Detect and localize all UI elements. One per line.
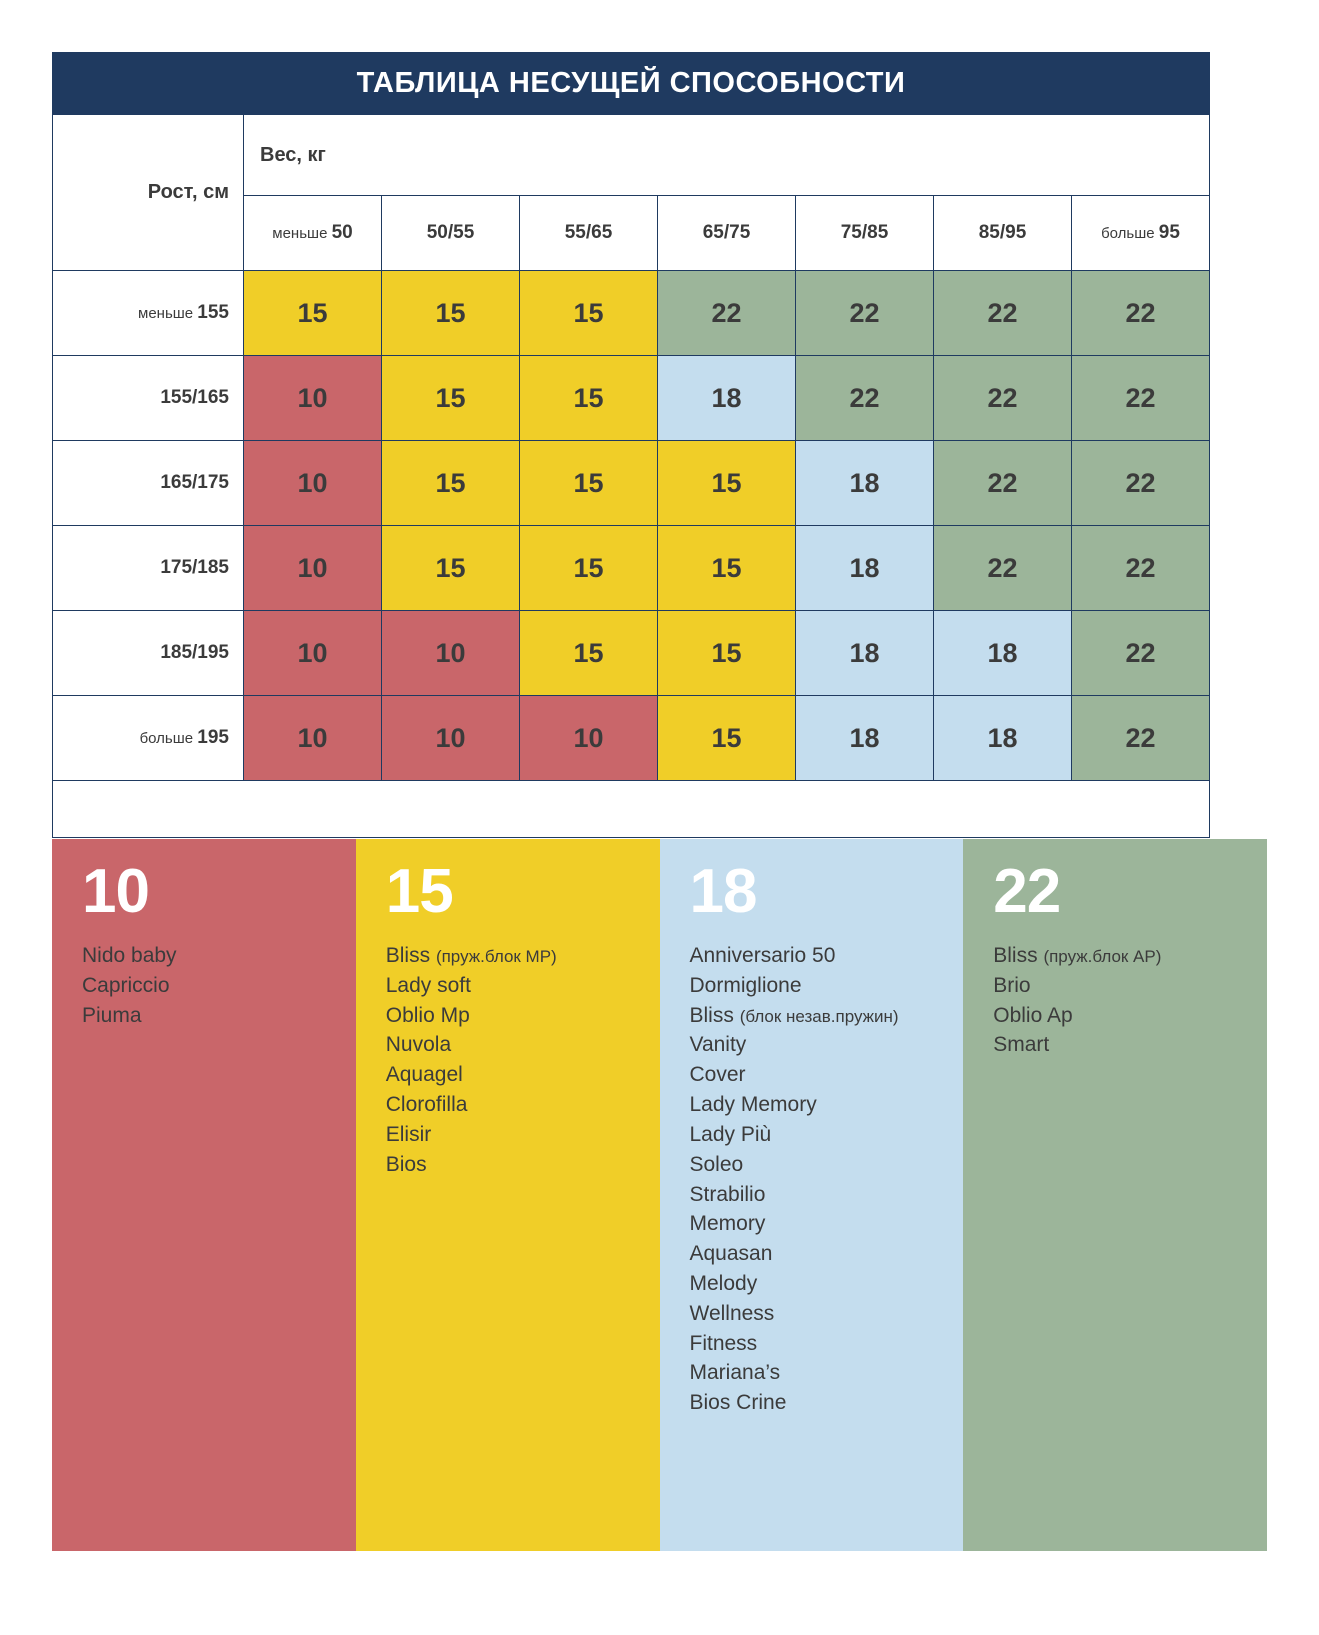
legend-item <box>690 1150 964 1180</box>
legend-item <box>993 1001 1267 1031</box>
legend-item-name: Memory <box>689 1212 766 1236</box>
load-capacity-sheet <box>52 52 1267 1551</box>
legend-item <box>386 1060 660 1090</box>
legend-item-name: Lady Più <box>689 1122 772 1146</box>
page-title-bar <box>52 52 1210 114</box>
legend-item <box>386 1150 660 1180</box>
capacity-cell: 10 <box>244 441 382 526</box>
table-spacer-row <box>53 781 1210 838</box>
capacity-cell: 15 <box>382 356 520 441</box>
table-row <box>53 526 1210 611</box>
capacity-cell: 15 <box>382 526 520 611</box>
capacity-cell: 22 <box>934 271 1072 356</box>
capacity-cell: 22 <box>796 356 934 441</box>
legend-item-name: Nuvola <box>385 1033 452 1057</box>
capacity-cell: 22 <box>1072 696 1210 781</box>
legend <box>52 838 1267 1551</box>
legend-item <box>690 1269 964 1299</box>
legend-item-name: Bios Crine <box>689 1391 787 1415</box>
capacity-cell: 10 <box>244 526 382 611</box>
weight-column-value: 95 <box>1158 222 1180 243</box>
height-row-value: 165/175 <box>160 472 229 493</box>
capacity-cell: 22 <box>934 441 1072 526</box>
legend-item <box>993 1030 1267 1060</box>
capacity-cell: 15 <box>520 356 658 441</box>
weight-column-header <box>244 196 382 271</box>
capacity-cell: 15 <box>520 611 658 696</box>
legend-item <box>386 1090 660 1120</box>
capacity-cell: 15 <box>658 611 796 696</box>
legend-item-name: Bliss <box>689 1003 740 1027</box>
legend-item <box>690 1388 964 1418</box>
capacity-cell: 10 <box>244 696 382 781</box>
weight-column-header <box>934 196 1072 271</box>
legend-item-name: Fitness <box>689 1331 758 1355</box>
weight-column-header <box>1072 196 1210 271</box>
legend-item <box>993 971 1267 1001</box>
legend-item <box>690 1358 964 1388</box>
page-title: ТАБЛИЦА НЕСУЩЕЙ СПОСОБНОСТИ <box>356 66 906 99</box>
height-row-value: 155/165 <box>160 387 229 408</box>
weight-column-value: 50/55 <box>426 222 475 243</box>
legend-item-name: Dormiglione <box>689 973 802 997</box>
legend-item <box>690 1239 964 1269</box>
legend-item-name: Mariana’s <box>689 1361 781 1385</box>
table-spacer-cell <box>53 781 1210 838</box>
capacity-cell: 22 <box>934 526 1072 611</box>
height-row-value: 155 <box>197 302 229 323</box>
capacity-cell: 22 <box>658 271 796 356</box>
capacity-cell: 18 <box>934 696 1072 781</box>
legend-item <box>690 1120 964 1150</box>
legend-item <box>690 1030 964 1060</box>
legend-item-name: Brio <box>993 973 1031 997</box>
legend-item-name: Cover <box>689 1063 746 1087</box>
capacity-cell: 15 <box>382 271 520 356</box>
legend-item-name: Wellness <box>689 1301 775 1325</box>
capacity-cell: 15 <box>658 526 796 611</box>
capacity-cell: 10 <box>520 696 658 781</box>
legend-item-name: Lady soft <box>385 973 471 997</box>
weight-column-header <box>658 196 796 271</box>
capacity-cell: 22 <box>1072 526 1210 611</box>
legend-item <box>82 941 356 971</box>
capacity-cell: 22 <box>1072 611 1210 696</box>
weight-column-value: 75/85 <box>840 222 889 243</box>
legend-item-name: Smart <box>993 1033 1050 1057</box>
height-row-prefix: меньше <box>138 305 198 322</box>
table-row <box>53 271 1210 356</box>
height-row-prefix: больше <box>139 730 198 747</box>
height-row-header <box>53 441 244 526</box>
legend-item-note: (пруж.блок AP) <box>1043 947 1162 966</box>
capacity-cell: 18 <box>934 611 1072 696</box>
capacity-cell: 15 <box>520 526 658 611</box>
legend-item <box>690 1329 964 1359</box>
legend-item <box>690 1209 964 1239</box>
height-row-value: 195 <box>197 727 229 748</box>
capacity-cell: 15 <box>520 441 658 526</box>
capacity-cell: 10 <box>244 356 382 441</box>
capacity-cell: 15 <box>382 441 520 526</box>
legend-item-name: Bliss <box>385 944 436 967</box>
legend-number: 22 <box>993 857 1061 926</box>
legend-item-name: Lady Memory <box>689 1093 817 1117</box>
legend-item-name: Aquagel <box>385 1063 463 1087</box>
capacity-cell: 15 <box>658 441 796 526</box>
table-row <box>53 696 1210 781</box>
height-row-value: 185/195 <box>160 642 229 663</box>
capacity-cell: 10 <box>382 696 520 781</box>
legend-column-18 <box>660 839 964 1551</box>
table-row <box>53 441 1210 526</box>
legend-item-name: Capriccio <box>82 973 170 997</box>
weight-header: Вес, кг <box>244 115 1210 196</box>
legend-column-10 <box>52 839 356 1551</box>
capacity-cell: 15 <box>520 271 658 356</box>
capacity-cell: 18 <box>796 441 934 526</box>
capacity-cell: 18 <box>796 696 934 781</box>
load-capacity-table <box>52 114 1210 838</box>
height-header: Рост, см <box>53 115 244 271</box>
legend-item <box>386 1120 660 1150</box>
table-row <box>53 611 1210 696</box>
height-row-value: 175/185 <box>160 557 229 578</box>
legend-item-name: Oblio Ap <box>993 1003 1073 1027</box>
height-row-header <box>53 356 244 441</box>
legend-item <box>690 1090 964 1120</box>
legend-item <box>386 941 660 971</box>
legend-item <box>386 1001 660 1031</box>
weight-column-prefix: больше <box>1101 225 1159 242</box>
legend-item <box>386 1030 660 1060</box>
legend-item <box>690 1299 964 1329</box>
legend-item-name: Melody <box>689 1271 758 1295</box>
capacity-cell: 10 <box>244 611 382 696</box>
capacity-cell: 22 <box>1072 356 1210 441</box>
legend-item <box>82 1001 356 1031</box>
capacity-cell: 18 <box>796 611 934 696</box>
legend-item-name: Bios <box>385 1152 427 1176</box>
legend-item-name: Nido baby <box>82 944 177 967</box>
capacity-cell: 22 <box>934 356 1072 441</box>
legend-item-note: (блок незав.пружин) <box>739 1006 899 1026</box>
legend-item-name: Elisir <box>385 1122 432 1146</box>
capacity-cell: 15 <box>658 696 796 781</box>
capacity-cell: 22 <box>1072 441 1210 526</box>
capacity-cell: 10 <box>382 611 520 696</box>
legend-item <box>82 971 356 1001</box>
capacity-cell: 22 <box>796 271 934 356</box>
legend-item-note: (пруж.блок MP) <box>435 947 557 966</box>
weight-column-value: 55/65 <box>564 222 613 243</box>
capacity-cell: 15 <box>244 271 382 356</box>
capacity-cell: 18 <box>658 356 796 441</box>
legend-column-22 <box>963 839 1267 1551</box>
legend-item-name: Soleo <box>689 1152 744 1176</box>
legend-number: 18 <box>689 857 757 926</box>
legend-item <box>690 1060 964 1090</box>
weight-column-value: 85/95 <box>978 222 1027 243</box>
legend-item-name: Piuma <box>82 1003 142 1027</box>
legend-item <box>993 941 1267 971</box>
legend-item-name: Oblio Mp <box>385 1003 470 1027</box>
legend-item <box>690 941 964 971</box>
legend-number: 15 <box>385 857 453 926</box>
legend-number: 10 <box>82 857 149 926</box>
legend-item-name: Vanity <box>689 1033 747 1057</box>
capacity-cell: 22 <box>1072 271 1210 356</box>
legend-item-name: Bliss <box>993 944 1044 967</box>
legend-item <box>386 971 660 1001</box>
capacity-cell: 18 <box>796 526 934 611</box>
height-row-header <box>53 526 244 611</box>
legend-column-15 <box>356 839 660 1551</box>
weight-column-header <box>520 196 658 271</box>
legend-item <box>690 1180 964 1210</box>
height-row-header <box>53 271 244 356</box>
legend-item-name: Strabilio <box>689 1182 766 1206</box>
weight-column-header <box>796 196 934 271</box>
weight-column-header <box>382 196 520 271</box>
legend-item-name: Aquasan <box>689 1242 773 1266</box>
weight-column-value: 50 <box>331 222 353 243</box>
height-row-header <box>53 611 244 696</box>
legend-item-name: Clorofilla <box>385 1093 468 1117</box>
legend-item <box>690 1001 964 1031</box>
table-row <box>53 356 1210 441</box>
height-row-header <box>53 696 244 781</box>
legend-item <box>690 971 964 1001</box>
weight-column-prefix: меньше <box>272 225 332 242</box>
legend-item-name: Anniversario 50 <box>689 944 836 967</box>
weight-column-value: 65/75 <box>702 222 751 243</box>
